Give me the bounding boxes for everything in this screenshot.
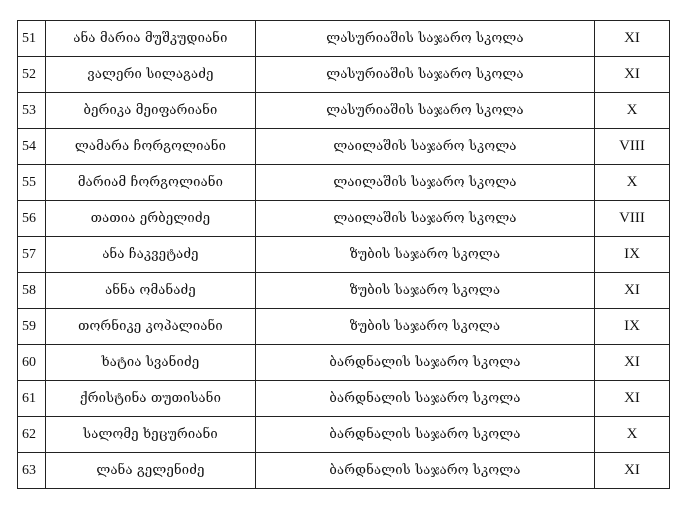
student-name: თათია ერბელიძე <box>46 201 256 237</box>
grade: XI <box>595 381 670 417</box>
school-name: ზუბის საჯარო სკოლა <box>256 237 595 273</box>
student-name: ანნა ომანაძე <box>46 273 256 309</box>
student-name: მარიამ ჩორგოლიანი <box>46 165 256 201</box>
row-number: 60 <box>18 345 46 381</box>
school-name: ბარდნალის საჯარო სკოლა <box>256 381 595 417</box>
student-name: ანა ჩაკვეტაძე <box>46 237 256 273</box>
table-row <box>18 21 670 57</box>
row-number: 56 <box>18 201 46 237</box>
row-number: 54 <box>18 129 46 165</box>
school-name: ზუბის საჯარო სკოლა <box>256 309 595 345</box>
student-name: ლანა გელენიძე <box>46 453 256 489</box>
grade: X <box>595 417 670 453</box>
school-name: ლაილაშის საჯარო სკოლა <box>256 165 595 201</box>
table-row <box>18 237 670 273</box>
grade: XI <box>595 21 670 57</box>
grade: X <box>595 93 670 129</box>
student-name: სალომე ხეცურიანი <box>46 417 256 453</box>
student-name: თორნიკე კოპალიანი <box>46 309 256 345</box>
grade: X <box>595 165 670 201</box>
table-row <box>18 345 670 381</box>
grade: XI <box>595 273 670 309</box>
school-name: ლაილაშის საჯარო სკოლა <box>256 129 595 165</box>
row-number: 52 <box>18 57 46 93</box>
table-row <box>18 309 670 345</box>
school-name: ლასურიაშის საჯარო სკოლა <box>256 57 595 93</box>
row-number: 53 <box>18 93 46 129</box>
grade: XI <box>595 453 670 489</box>
grade: VIII <box>595 201 670 237</box>
school-name: ბარდნალის საჯარო სკოლა <box>256 345 595 381</box>
row-number: 61 <box>18 381 46 417</box>
row-number: 55 <box>18 165 46 201</box>
document-page <box>17 20 669 489</box>
table-row <box>18 273 670 309</box>
school-name: ლასურიაშის საჯარო სკოლა <box>256 93 595 129</box>
row-number: 57 <box>18 237 46 273</box>
school-name: ლაილაშის საჯარო სკოლა <box>256 201 595 237</box>
grade: IX <box>595 237 670 273</box>
row-number: 58 <box>18 273 46 309</box>
row-number: 63 <box>18 453 46 489</box>
school-name: ლასურიაშის საჯარო სკოლა <box>256 21 595 57</box>
student-name: ბერიკა მეიფარიანი <box>46 93 256 129</box>
grade: VIII <box>595 129 670 165</box>
school-name: ბარდნალის საჯარო სკოლა <box>256 417 595 453</box>
table-row <box>18 165 670 201</box>
table-row <box>18 453 670 489</box>
row-number: 59 <box>18 309 46 345</box>
student-name: ხატია სვანიძე <box>46 345 256 381</box>
row-number: 62 <box>18 417 46 453</box>
grade: XI <box>595 345 670 381</box>
students-table <box>17 20 670 489</box>
school-name: ზუბის საჯარო სკოლა <box>256 273 595 309</box>
student-name: ქრისტინა თუთისანი <box>46 381 256 417</box>
table-row <box>18 417 670 453</box>
table-row <box>18 201 670 237</box>
student-name: ანა მარია მუშკუდიანი <box>46 21 256 57</box>
table-row <box>18 129 670 165</box>
grade: IX <box>595 309 670 345</box>
student-name: ლამარა ჩორგოლიანი <box>46 129 256 165</box>
table-row <box>18 381 670 417</box>
student-name: ვალერი სილაგაძე <box>46 57 256 93</box>
grade: XI <box>595 57 670 93</box>
table-row <box>18 93 670 129</box>
row-number: 51 <box>18 21 46 57</box>
school-name: ბარდნალის საჯარო სკოლა <box>256 453 595 489</box>
table-row <box>18 57 670 93</box>
